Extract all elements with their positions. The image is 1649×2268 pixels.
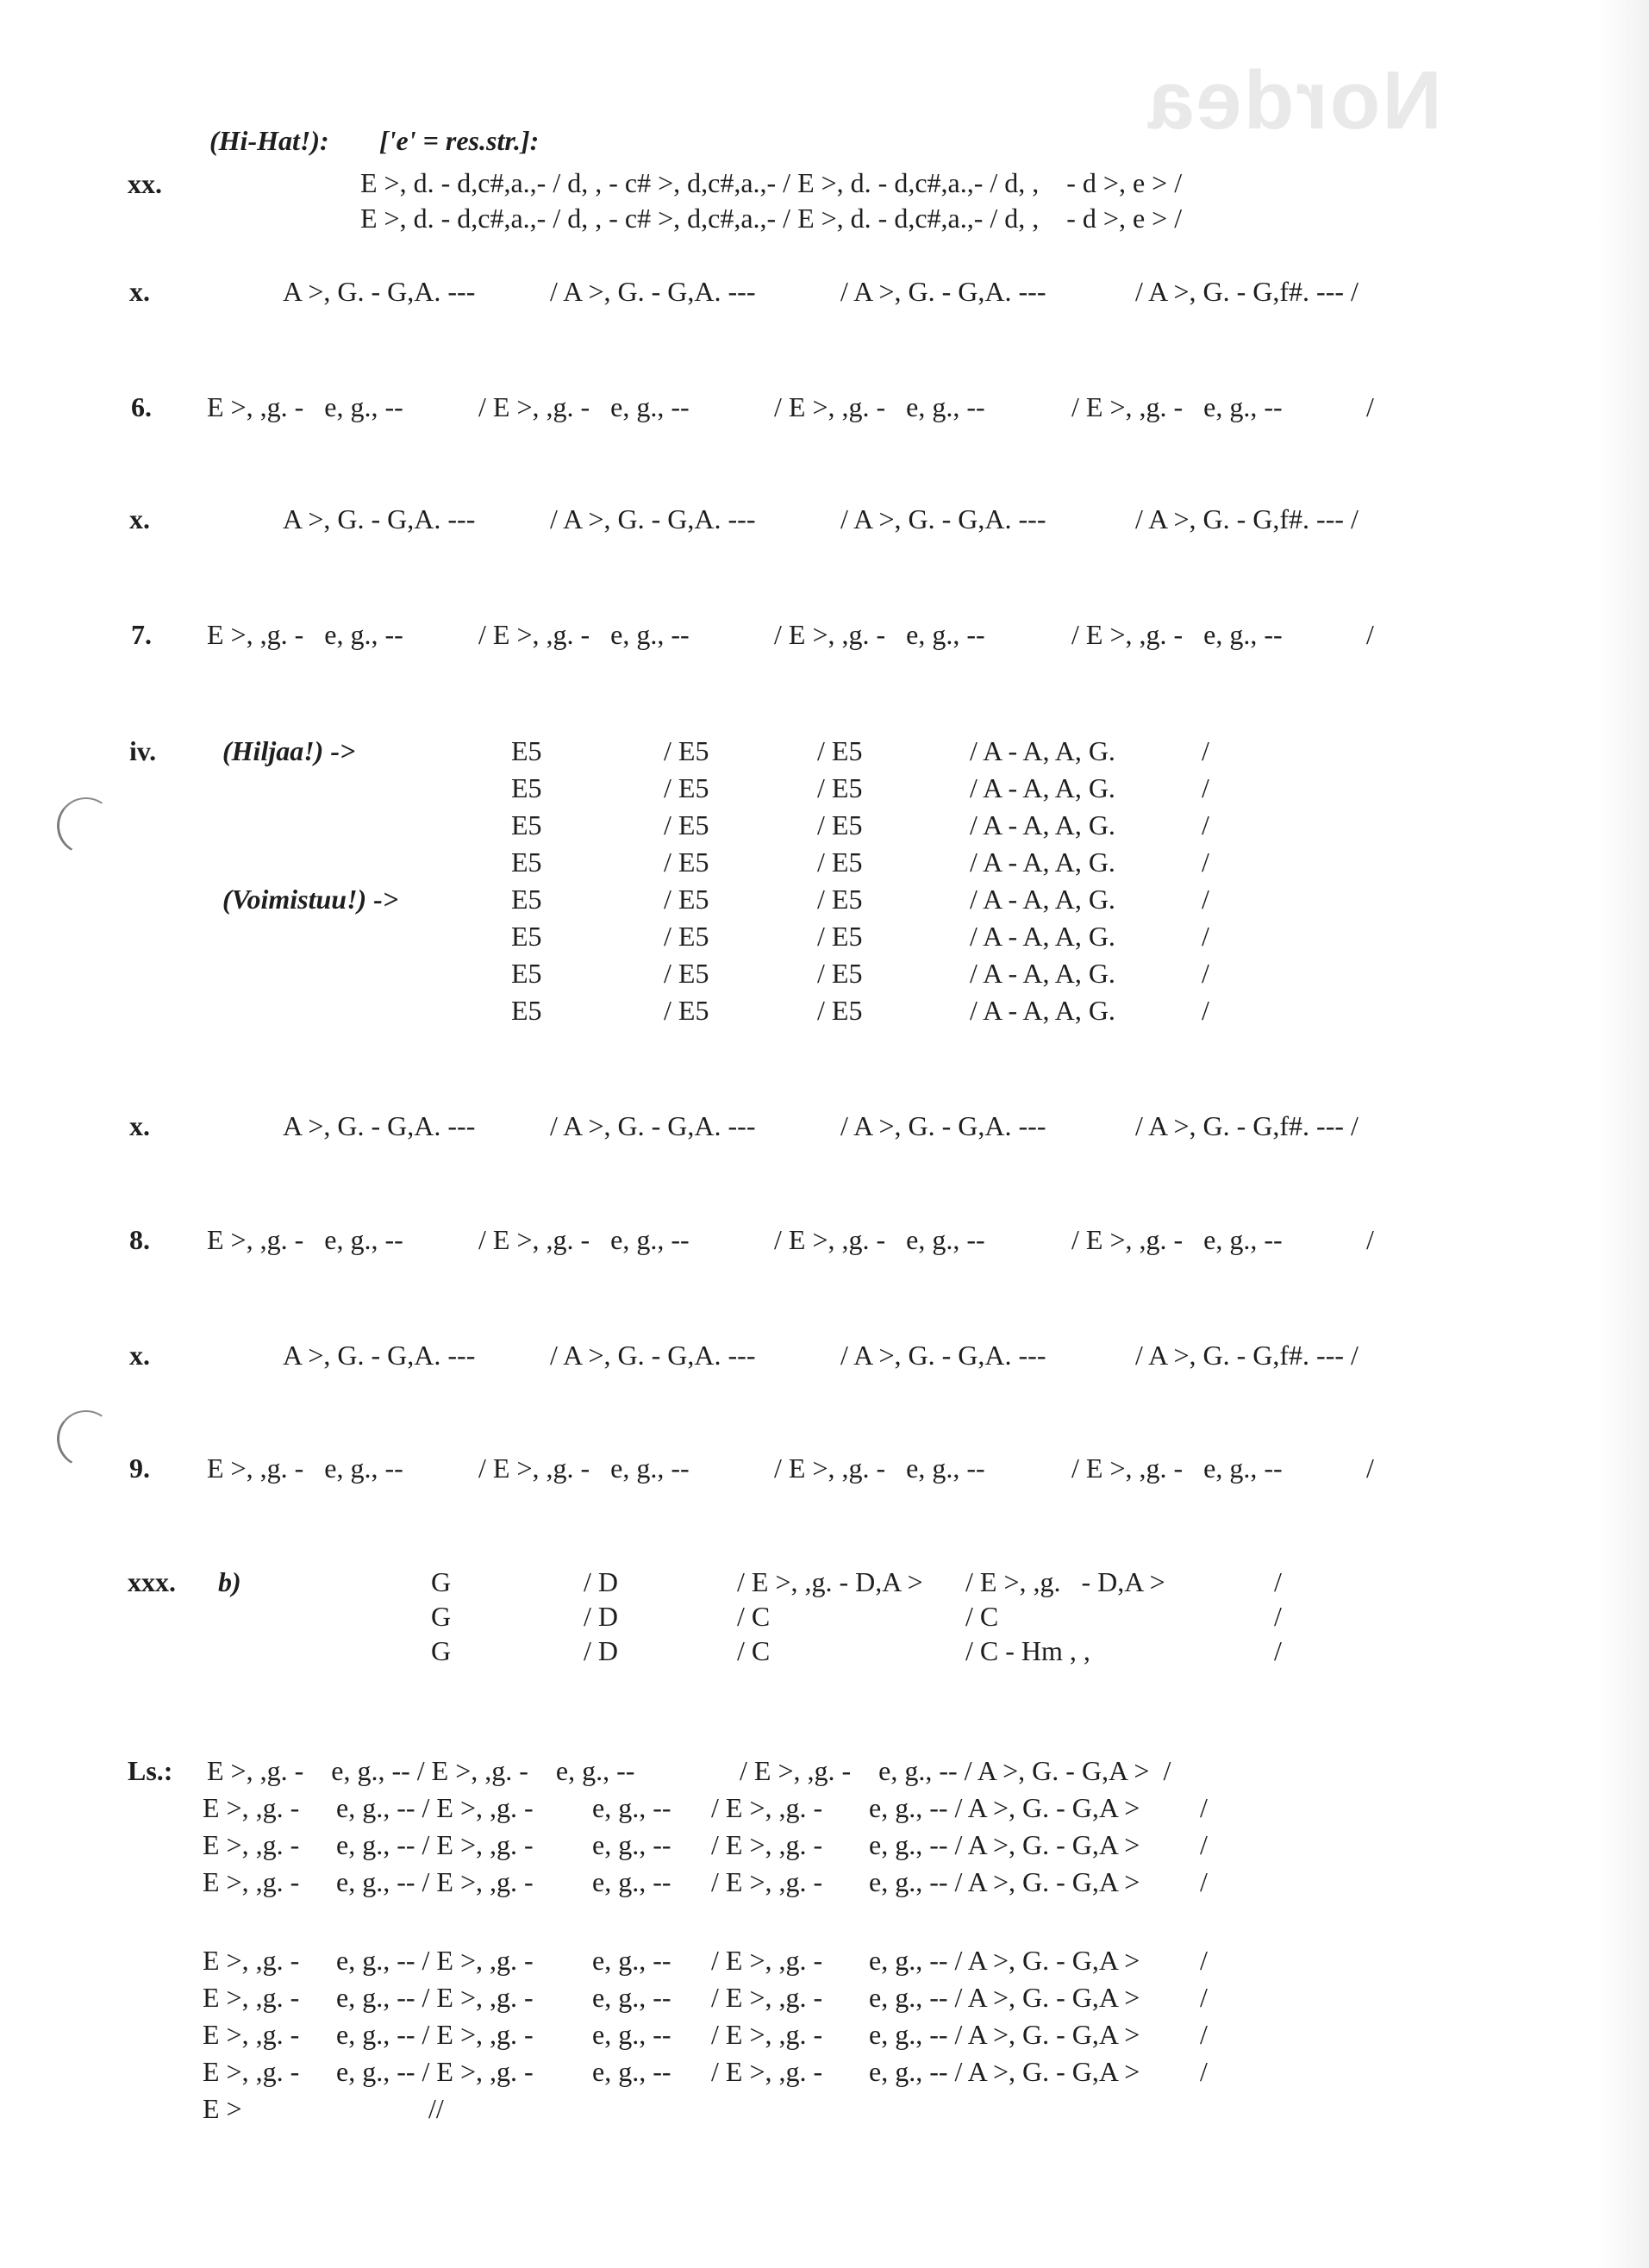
ls-bar-cell: / (1200, 1945, 1208, 1976)
x-bar-cell: / A >, G. - G,f#. --- / (1135, 503, 1359, 534)
ls-bar-cell: / (1200, 2019, 1208, 2050)
x-bar-cell: / A >, G. - G,f#. --- / (1135, 1110, 1359, 1141)
iv-bar-cell: / E5 (817, 735, 863, 766)
verse-bar-cell: / E >, ,g. - e, g., -- (1071, 1224, 1283, 1255)
x-bar-cell: / A >, G. - G,A. --- (550, 1340, 756, 1371)
x-bar-cell: / A >, G. - G,f#. --- / (1135, 276, 1359, 307)
bank-logo-watermark: Nordea (1146, 54, 1442, 147)
hihat-legend: ['e' = res.str.]: (379, 125, 540, 156)
ls-bar-cell: e, g., -- / E >, ,g. - (336, 1792, 534, 1823)
chord-cell: / E >, ,g. - D,A > (965, 1566, 1165, 1597)
ls-bar-cell: e, g., -- (592, 1792, 671, 1823)
iv-bar-cell: / (1202, 847, 1209, 878)
ls-bar-cell: e, g., -- / A >, G. - G,A > (869, 1982, 1140, 2013)
verse-bar-cell: E >, ,g. - e, g., -- (207, 619, 403, 650)
verse-number: 6. (131, 391, 152, 422)
iv-bar-cell: E5 (511, 847, 542, 878)
iv-bar-cell: E5 (511, 809, 542, 840)
chord-cell: G (431, 1635, 452, 1666)
ls-bar-cell: e, g., -- (592, 1982, 671, 2013)
iv-bar-cell: E5 (511, 735, 542, 766)
x-bar-cell: / A >, G. - G,A. --- (840, 1340, 1046, 1371)
dynamics-crescendo: (Voimistuu!) -> (222, 884, 399, 915)
ls-bar-cell: e, g., -- / E >, ,g. - (336, 1829, 534, 1860)
iv-bar-cell: / A - A, A, G. (970, 884, 1115, 915)
ls-bar-cell: / (1200, 1866, 1208, 1897)
verse-bar-cell: / E >, ,g. - e, g., -- (774, 1224, 985, 1255)
verse-number: 9. (129, 1453, 150, 1484)
x-bar-cell: A >, G. - G,A. --- (283, 276, 476, 307)
iv-bar-cell: / E5 (817, 884, 863, 915)
ls-bar-cell: e, g., -- / E >, ,g. - (336, 1945, 534, 1976)
verse-bar-cell: / E >, ,g. - e, g., -- (478, 1453, 690, 1484)
x-bar-cell: A >, G. - G,A. --- (283, 1110, 476, 1141)
ls-bar-cell: / E >, ,g. - (711, 2019, 823, 2050)
final-barline: // (428, 2093, 444, 2124)
ls-bar-cell: E >, ,g. - (203, 1945, 300, 1976)
ls-bar-cell: e, g., -- / E >, ,g. - (336, 1982, 534, 2013)
chord-cell: / D (584, 1566, 618, 1597)
x-bar-cell: A >, G. - G,A. --- (283, 503, 476, 534)
ls-bar-cell: e, g., -- / A >, G. - G,A > (869, 1945, 1140, 1976)
verse-bar-cell: / E >, ,g. - e, g., -- (1071, 391, 1283, 422)
chord-cell: G (431, 1601, 452, 1632)
iv-bar-cell: / E5 (817, 809, 863, 840)
section-label-xxx: xxx. (128, 1566, 176, 1597)
section-label-x: x. (129, 1110, 150, 1141)
iv-bar-cell: / A - A, A, G. (970, 958, 1115, 989)
punch-hole-bottom (53, 1406, 119, 1472)
ls-bar-cell: / E >, ,g. - (711, 1866, 823, 1897)
verse-bar-cell: / (1366, 1224, 1374, 1255)
iv-bar-cell: E5 (511, 772, 542, 803)
punch-hole-top (53, 793, 119, 859)
x-bar-cell: / A >, G. - G,A. --- (840, 1110, 1046, 1141)
ls-bar-cell: / E >, ,g. - (711, 2056, 823, 2087)
iv-bar-cell: / E5 (664, 958, 709, 989)
ls-bar-cell: / (1200, 1829, 1208, 1860)
ls-bar-cell: / E >, ,g. - (711, 1792, 823, 1823)
chord-cell: / D (584, 1635, 618, 1666)
ls-bar-cell: / E >, ,g. - (711, 1945, 823, 1976)
ls-bar-cell: e, g., -- / E >, ,g. - (336, 2019, 534, 2050)
verse-bar-cell: E >, ,g. - e, g., -- (207, 1224, 403, 1255)
ls-bar-cell: / E >, ,g. - (711, 1982, 823, 2013)
ls-bar-cell: e, g., -- / A >, G. - G,A > (869, 1866, 1140, 1897)
iv-bar-cell: / E5 (664, 921, 709, 952)
ls-bar-cell: e, g., -- (592, 2019, 671, 2050)
dynamics-quiet: (Hiljaa!) -> (222, 735, 356, 766)
ls-row-part: / E >, ,g. - e, g., -- / A >, G. - G,A > / (740, 1755, 1171, 1786)
verse-bar-cell: / (1366, 391, 1374, 422)
x-bar-cell: / A >, G. - G,A. --- (840, 276, 1046, 307)
x-bar-cell: / A >, G. - G,A. --- (840, 503, 1046, 534)
iv-bar-cell: / E5 (817, 995, 863, 1026)
iv-bar-cell: / E5 (664, 809, 709, 840)
chord-cell: / E >, ,g. - D,A > (737, 1566, 923, 1597)
iv-bar-cell: E5 (511, 958, 542, 989)
hihat-line-2: E >, d. - d,c#,a.,- / d, , - c# >, d,c#,a.,- / E >, d. - d,c#,a.,- / d, , - d >, e > / (360, 203, 1183, 234)
scan-edge-shadow (1597, 0, 1649, 2268)
verse-bar-cell: E >, ,g. - e, g., -- (207, 1453, 403, 1484)
x-bar-cell: / A >, G. - G,f#. --- / (1135, 1340, 1359, 1371)
iv-bar-cell: / (1202, 884, 1209, 915)
iv-bar-cell: / E5 (664, 847, 709, 878)
ls-bar-cell: / (1200, 1792, 1208, 1823)
iv-bar-cell: / E5 (664, 772, 709, 803)
section-label-x: x. (129, 1340, 150, 1371)
ls-bar-cell: e, g., -- / E >, ,g. - (336, 1866, 534, 1897)
iv-bar-cell: / E5 (817, 958, 863, 989)
verse-bar-cell: / E >, ,g. - e, g., -- (774, 619, 985, 650)
iv-bar-cell: / (1202, 772, 1209, 803)
chord-cell: / (1274, 1566, 1282, 1597)
ls-bar-cell: E >, ,g. - (203, 2056, 300, 2087)
section-label-iv: iv. (129, 735, 157, 766)
ls-bar-cell: e, g., -- / E >, ,g. - (336, 2056, 534, 2087)
final-chord: E > (203, 2093, 242, 2124)
ls-bar-cell: e, g., -- (592, 1829, 671, 1860)
iv-bar-cell: / A - A, A, G. (970, 772, 1115, 803)
iv-bar-cell: / (1202, 809, 1209, 840)
ls-bar-cell: / (1200, 1982, 1208, 2013)
ls-row-part: E >, ,g. - e, g., -- / E >, ,g. - e, g., -- (207, 1755, 635, 1786)
iv-bar-cell: / (1202, 958, 1209, 989)
x-bar-cell: / A >, G. - G,A. --- (550, 276, 756, 307)
iv-bar-cell: / (1202, 735, 1209, 766)
verse-number: 8. (129, 1224, 150, 1255)
ls-bar-cell: E >, ,g. - (203, 2019, 300, 2050)
iv-bar-cell: / E5 (817, 847, 863, 878)
ls-bar-cell: / (1200, 2056, 1208, 2087)
chord-cell: / D (584, 1601, 618, 1632)
section-label-xx: xx. (128, 168, 162, 199)
hihat-line-1: E >, d. - d,c#,a.,- / d, , - c# >, d,c#,a.,- / E >, d. - d,c#,a.,- / d, , - d >, e > / (360, 167, 1183, 198)
iv-bar-cell: / A - A, A, G. (970, 847, 1115, 878)
chord-cell: / C (737, 1601, 771, 1632)
x-bar-cell: / A >, G. - G,A. --- (550, 1110, 756, 1141)
ls-bar-cell: / E >, ,g. - (711, 1829, 823, 1860)
verse-number: 7. (131, 619, 152, 650)
ls-bar-cell: E >, ,g. - (203, 1866, 300, 1897)
ls-bar-cell: e, g., -- (592, 1945, 671, 1976)
section-label-ls: Ls.: (128, 1755, 173, 1786)
chord-cell: / (1274, 1601, 1282, 1632)
verse-bar-cell: / (1366, 1453, 1374, 1484)
ls-bar-cell: e, g., -- / A >, G. - G,A > (869, 2056, 1140, 2087)
iv-bar-cell: / A - A, A, G. (970, 995, 1115, 1026)
ls-bar-cell: e, g., -- (592, 1866, 671, 1897)
verse-bar-cell: E >, ,g. - e, g., -- (207, 391, 403, 422)
iv-bar-cell: E5 (511, 921, 542, 952)
chord-cell: G (431, 1566, 452, 1597)
iv-bar-cell: / A - A, A, G. (970, 809, 1115, 840)
iv-bar-cell: / A - A, A, G. (970, 921, 1115, 952)
ls-bar-cell: E >, ,g. - (203, 1829, 300, 1860)
x-bar-cell: / A >, G. - G,A. --- (550, 503, 756, 534)
verse-bar-cell: / E >, ,g. - e, g., -- (478, 619, 690, 650)
verse-bar-cell: / E >, ,g. - e, g., -- (774, 391, 985, 422)
ls-bar-cell: e, g., -- / A >, G. - G,A > (869, 1792, 1140, 1823)
iv-bar-cell: / E5 (664, 735, 709, 766)
chord-cell: / C - Hm , , (965, 1635, 1090, 1666)
verse-bar-cell: / (1366, 619, 1374, 650)
ls-bar-cell: E >, ,g. - (203, 1982, 300, 2013)
chord-cell: / C (965, 1601, 999, 1632)
verse-bar-cell: / E >, ,g. - e, g., -- (478, 1224, 690, 1255)
iv-bar-cell: E5 (511, 995, 542, 1026)
ls-bar-cell: e, g., -- / A >, G. - G,A > (869, 2019, 1140, 2050)
iv-bar-cell: / A - A, A, G. (970, 735, 1115, 766)
section-label-x: x. (129, 503, 150, 534)
ls-bar-cell: e, g., -- / A >, G. - G,A > (869, 1829, 1140, 1860)
subsection-b: b) (218, 1566, 241, 1597)
iv-bar-cell: / (1202, 995, 1209, 1026)
chord-cell: / (1274, 1635, 1282, 1666)
iv-bar-cell: / E5 (664, 884, 709, 915)
iv-bar-cell: / (1202, 921, 1209, 952)
iv-bar-cell: / E5 (817, 772, 863, 803)
verse-bar-cell: / E >, ,g. - e, g., -- (1071, 619, 1283, 650)
iv-bar-cell: / E5 (817, 921, 863, 952)
verse-bar-cell: / E >, ,g. - e, g., -- (774, 1453, 985, 1484)
ls-bar-cell: E >, ,g. - (203, 1792, 300, 1823)
iv-bar-cell: / E5 (664, 995, 709, 1026)
ls-bar-cell: e, g., -- (592, 2056, 671, 2087)
verse-bar-cell: / E >, ,g. - e, g., -- (1071, 1453, 1283, 1484)
section-label-x: x. (129, 276, 150, 307)
verse-bar-cell: / E >, ,g. - e, g., -- (478, 391, 690, 422)
chord-cell: / C (737, 1635, 771, 1666)
iv-bar-cell: E5 (511, 884, 542, 915)
hihat-note: (Hi-Hat!): (209, 125, 329, 156)
x-bar-cell: A >, G. - G,A. --- (283, 1340, 476, 1371)
